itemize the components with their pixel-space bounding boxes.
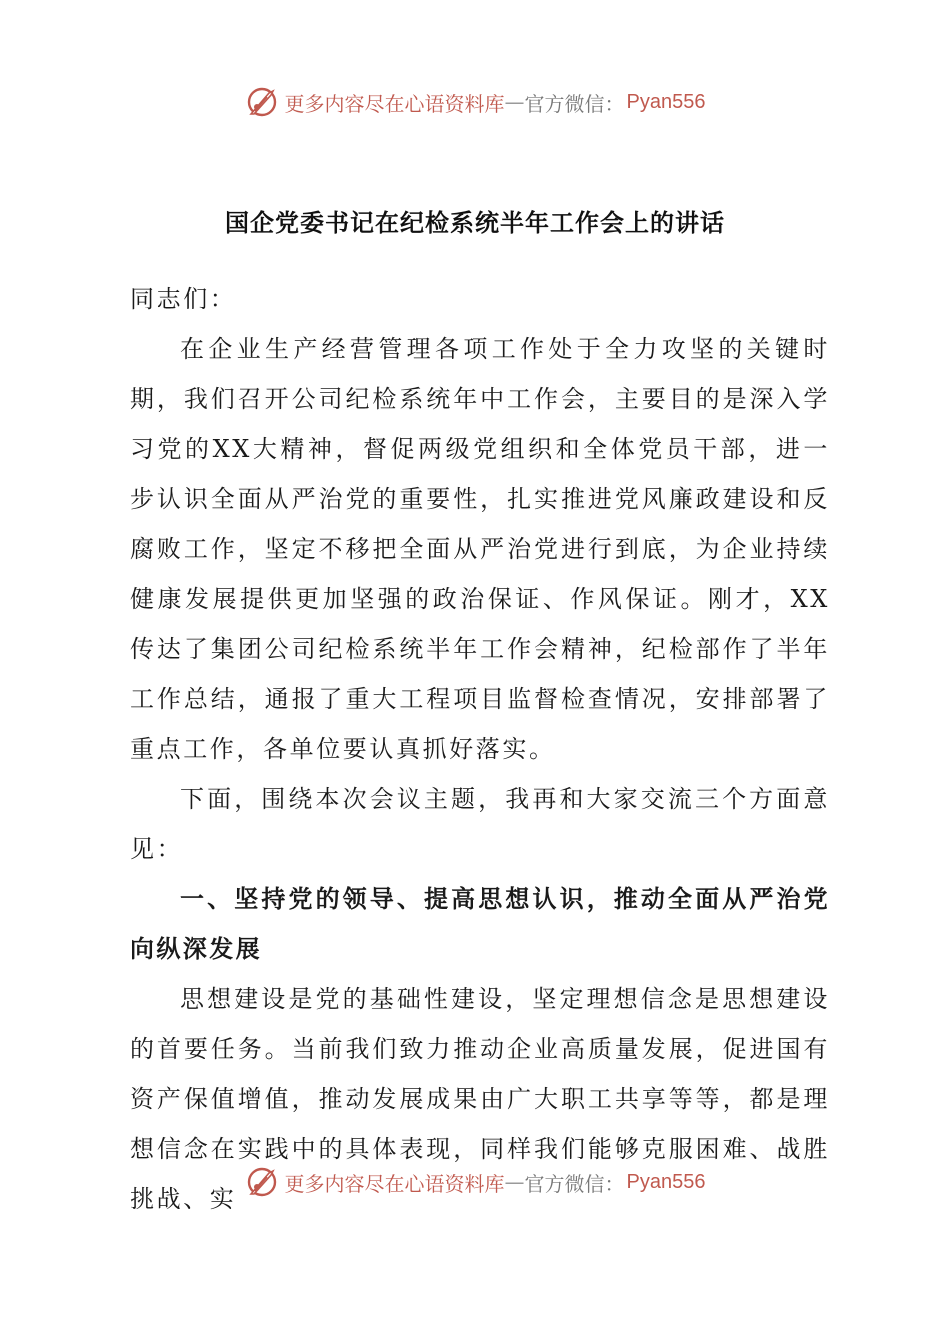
body-paragraph: 在企业生产经营管理各项工作处于全力攻坚的关键时期，我们召开公司纪检系统年中工作会，主要目的是深入学习党的XX大精神，督促两级党组织和全体党员干部，进一步认识全面从严治党的重要性，扎实推进党风廉政建设和反腐败工作，坚定不移把全面从严治党进行到底，为企业持续健康发展提供更加坚强的政治保证、作风保证。刚才，XX传达了集团公司纪检系统半年工作会精神，纪检部作了半年工作总结，通报了重大工程项目监督检查情况，安排部署了重点工作，各单位要认真抓好落实。 — [130, 335, 830, 763]
watermark-separator: — — [504, 90, 525, 114]
watermark-separator: — — [504, 1170, 525, 1194]
header-watermark-banner — [0, 80, 950, 124]
footer-watermark-banner — [0, 1160, 950, 1204]
document-title: 国企党委书记在纪检系统半年工作会上的讲话 — [225, 209, 725, 237]
watermark-wechat-id: Pyan556 — [626, 90, 706, 113]
body-paragraph: 思想建设是党的基础性建设，坚定理想信念是思想建设的首要任务。当前我们致力推动企业高质量发展，促进国有资产保值增值，推动发展成果由广大职工共享等等，都是理想信念在实践中的具体表现，同样我们能够克服困难、战胜挑战、实 — [130, 985, 830, 1213]
quill-pen-circle-icon — [245, 85, 279, 119]
document-body — [130, 274, 830, 1224]
watermark-brand-text: 更多内容尽在心语资料库 — [284, 91, 505, 116]
watermark-wechat-id: Pyan556 — [626, 1170, 706, 1193]
section-heading: 一、坚持党的领导、提高思想认识，推动全面从严治党向纵深发展 — [130, 885, 830, 963]
body-paragraph: 下面，围绕本次会议主题，我再和大家交流三个方面意见： — [130, 785, 830, 863]
salutation: 同志们： — [130, 285, 237, 313]
watermark-brand-text: 更多内容尽在心语资料库 — [284, 1171, 505, 1196]
quill-pen-circle-icon — [245, 1165, 279, 1199]
watermark-wechat-label: 官方微信： — [524, 1171, 625, 1196]
watermark-wechat-label: 官方微信： — [524, 91, 625, 116]
